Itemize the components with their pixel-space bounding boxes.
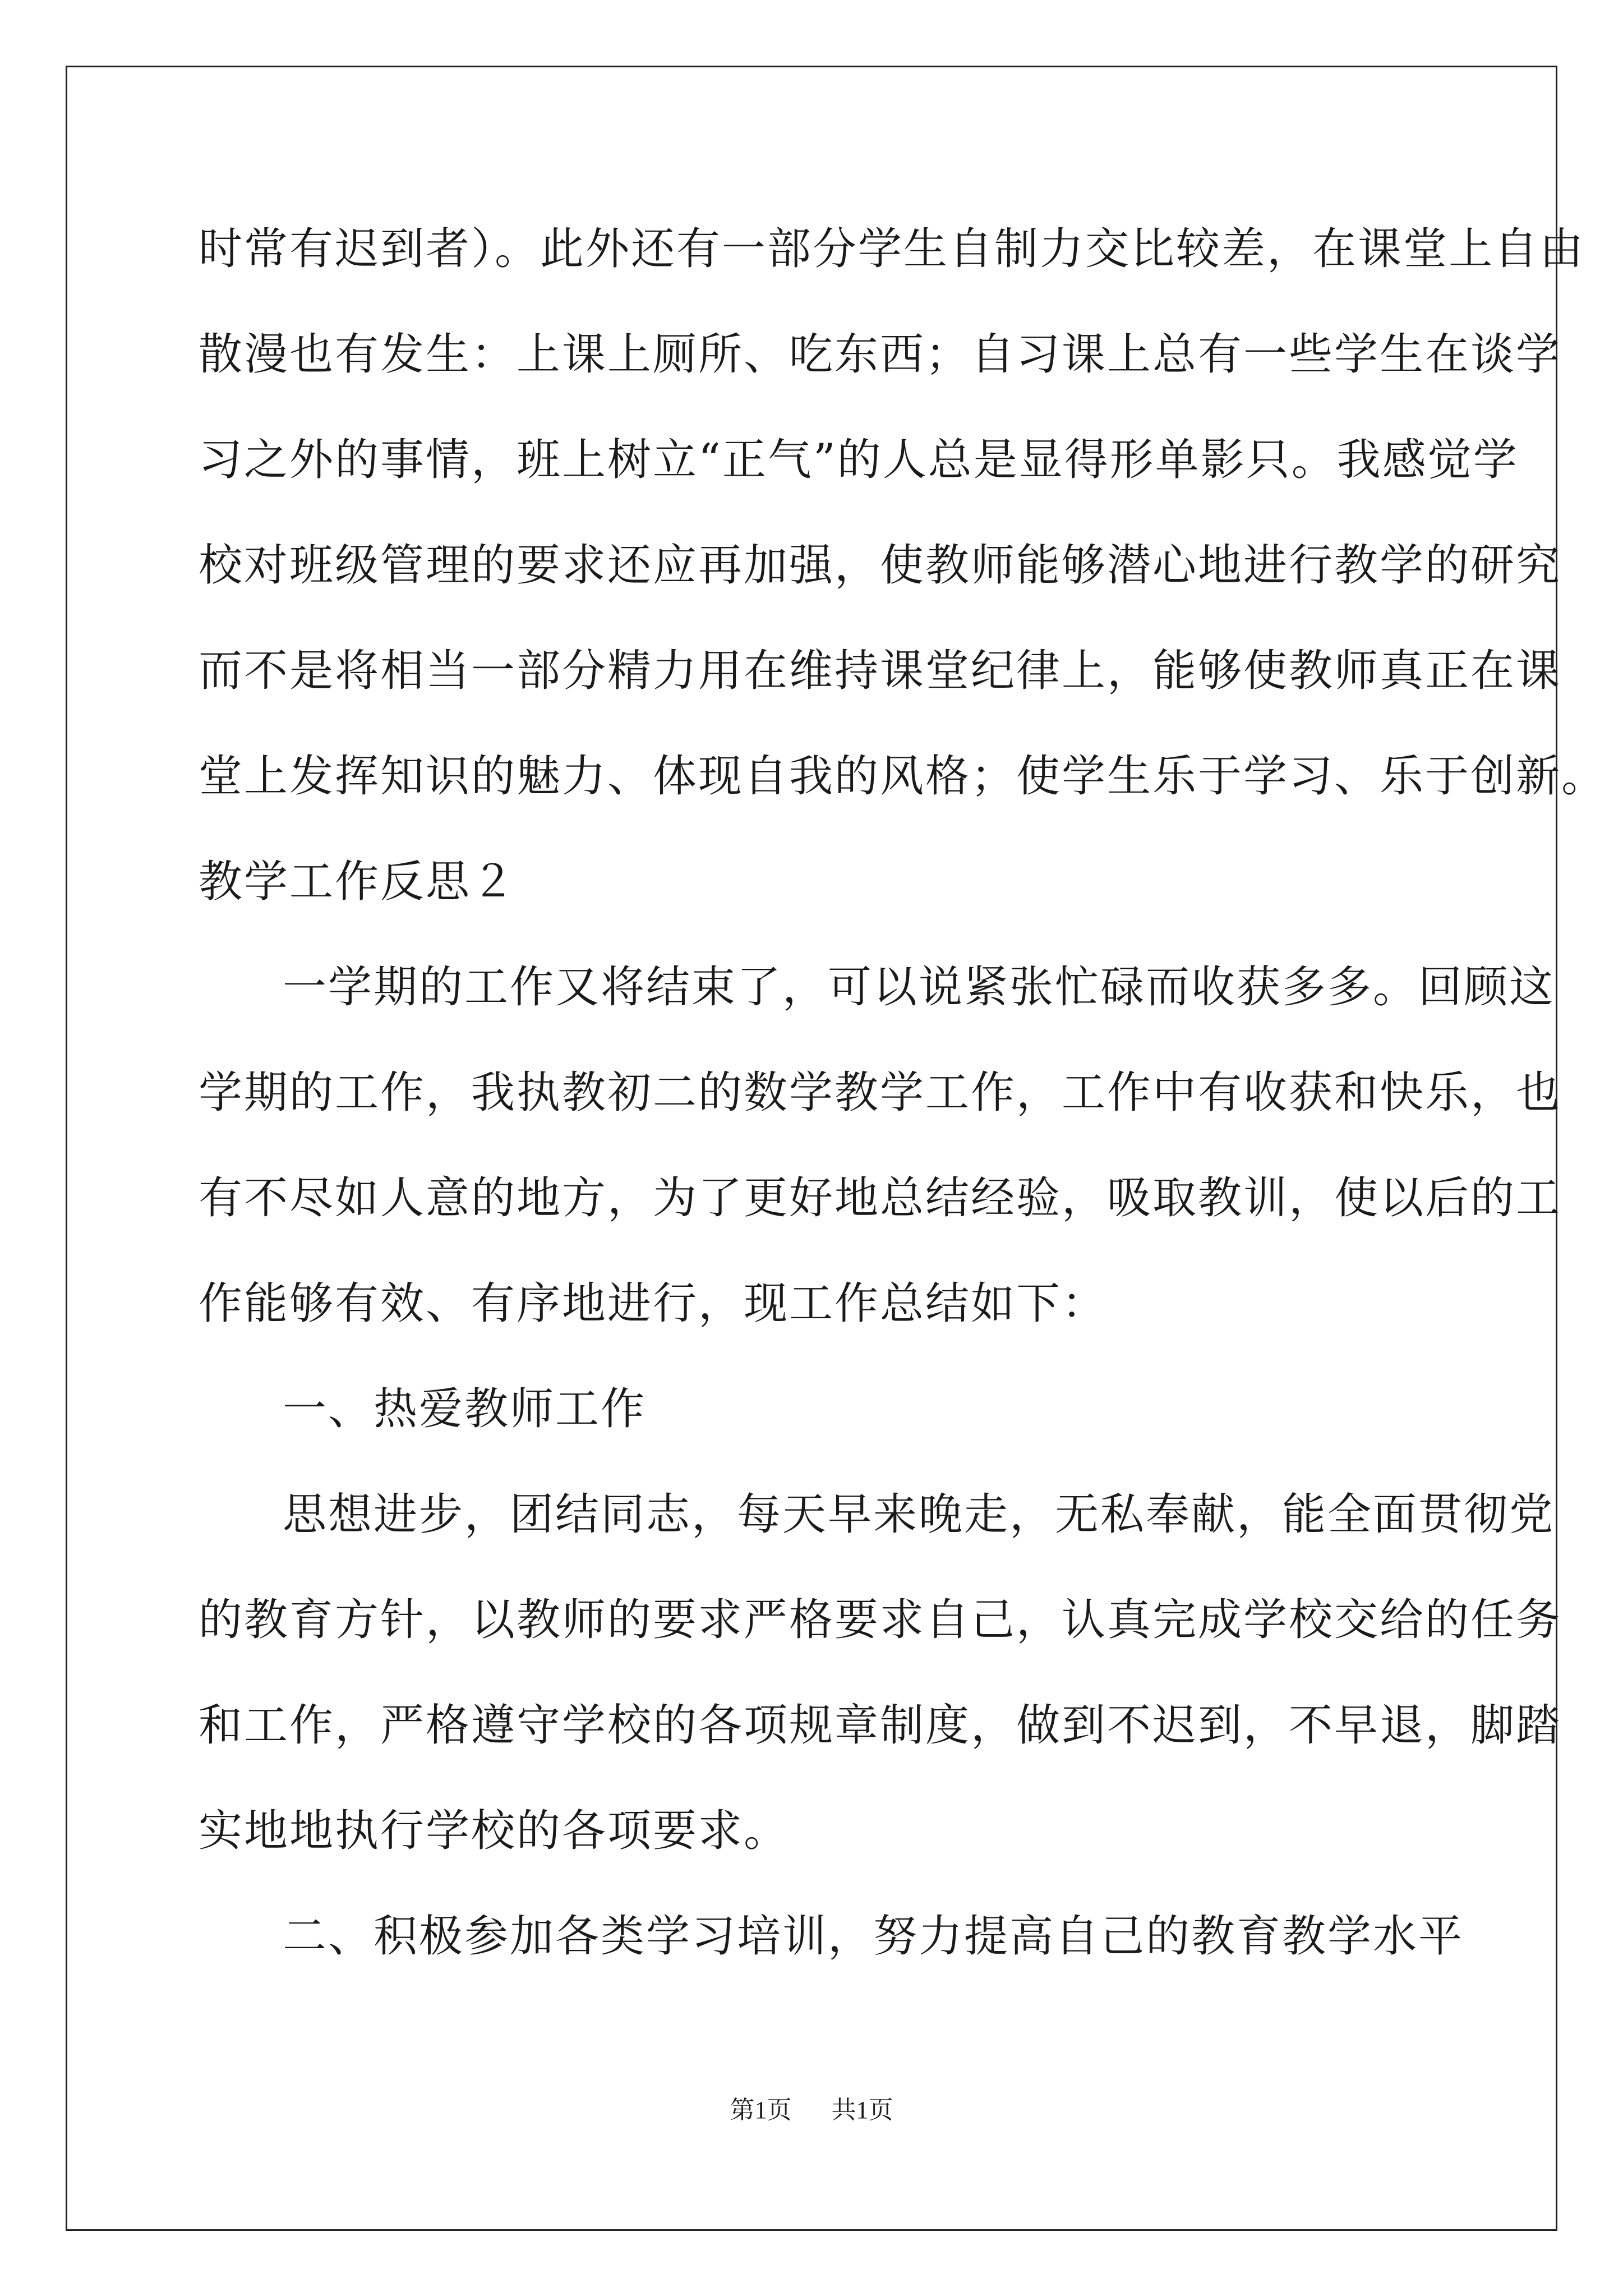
text-line: 学期的工作，我执教初二的数学教学工作，工作中有收获和快乐，也 bbox=[199, 1068, 1562, 1118]
document-body bbox=[199, 212, 1607, 2005]
text-line: 而不是将相当一部分精力用在维持课堂纪律上，能够使教师真正在课 bbox=[199, 646, 1562, 696]
text-line: 一学期的工作又将结束了，可以说紧张忙碌而收获多多。回顾这 bbox=[283, 962, 1555, 1013]
subsection-heading: 一、热爱教师工作 bbox=[283, 1384, 647, 1434]
text-line: 和工作，严格遵守学校的各项规章制度，做到不迟到，不早退，脚踏 bbox=[199, 1700, 1562, 1751]
text-line: 的教育方针，以教师的要求严格要求自己，认真完成学校交给的任务 bbox=[199, 1595, 1562, 1645]
page-footer bbox=[0, 2090, 1623, 2125]
text-line: 习之外的事情，班上树立“正气”的人总是显得形单影只。我感觉学 bbox=[199, 435, 1519, 485]
page-number: 第1页 bbox=[730, 2096, 792, 2124]
text-line: 时常有迟到者）。此外还有一部分学生自制力交比较差，在课堂上自由 bbox=[199, 224, 1585, 274]
text-line: 作能够有效、有序地进行，现工作总结如下： bbox=[199, 1278, 1108, 1329]
subsection-heading: 二、积极参加各类学习培训，努力提高自己的教育教学水平 bbox=[283, 1911, 1464, 1962]
page-total: 共1页 bbox=[831, 2096, 893, 2124]
text-line: 堂上发挥知识的魅力、体现自我的风格；使学生乐于学习、乐于创新。 bbox=[199, 751, 1607, 802]
text-line: 有不尽如人意的地方，为了更好地总结经验，吸取教训，使以后的工 bbox=[199, 1173, 1562, 1223]
text-line: 思想进步，团结同志，每天早来晚走，无私奉献，能全面贯彻党 bbox=[283, 1489, 1555, 1540]
text-line: 校对班级管理的要求还应再加强，使教师能够潜心地进行教学的研究 bbox=[199, 540, 1562, 591]
section-title: 教学工作反思２ bbox=[199, 857, 517, 907]
text-line: 实地地执行学校的各项要求。 bbox=[199, 1806, 790, 1856]
text-line: 散漫也有发生：上课上厕所、吃东西；自习课上总有一些学生在谈学 bbox=[199, 329, 1562, 380]
